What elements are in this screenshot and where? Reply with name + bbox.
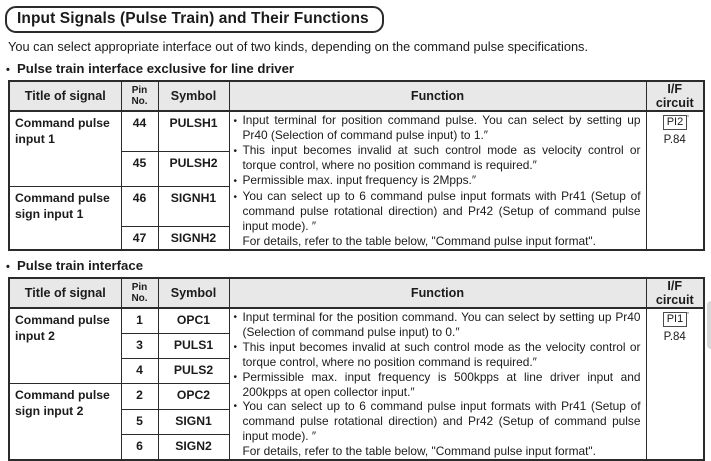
bullet-icon: • [233, 192, 238, 203]
function-bullet: • You can select up to 6 command pulse input formats with Pr41 (Setup of command pulse rotational direction) and Pr42 (Setup of command pulse input mode). ″ [233, 399, 641, 444]
section-heading-pulse-train [6, 258, 711, 273]
bullet-icon: • [6, 261, 10, 273]
header-pin-no: Pin No. [121, 278, 158, 308]
if-circuit-cell [646, 308, 704, 460]
symbol-cell: OPC2 [158, 383, 229, 409]
symbol-cell: OPC1 [158, 308, 229, 333]
signal-title-cell: Command pulse input 2 [9, 308, 121, 383]
function-bullet: • You can select up to 6 command pulse input formats with Pr41 (Setup of command pulse rotational direction) and Pr42 (Setup of command pulse input mode). ″ [233, 189, 641, 233]
pin-cell: 3 [121, 333, 158, 358]
function-bullet: • Input terminal for the position command. You can select by setting up Pr40 (Selection of command pulse input) to 0.″ [233, 310, 641, 339]
bullet-icon: • [233, 312, 238, 323]
signal-title-cell: Command pulse input 1 [9, 111, 121, 186]
function-cell [229, 111, 646, 250]
bullet-icon: • [233, 371, 238, 383]
function-bullet: • Permissible max. input frequency is 2Mpps.″ [233, 173, 477, 187]
header-title-of-signal: Title of signal [9, 81, 121, 111]
bullet-icon: • [233, 146, 238, 157]
pin-cell: 5 [121, 409, 158, 434]
symbol-cell: PULSH1 [158, 111, 229, 151]
page-reference: P.84 [663, 134, 686, 146]
function-bullet: • Permissible max. input frequency is 500kpps at line driver input and 200kpps at open collector input.″ [233, 369, 641, 399]
bullet-icon: • [233, 176, 238, 187]
bullet-icon: • [233, 116, 238, 127]
pin-cell: 46 [121, 186, 158, 226]
pin-cell: 2 [121, 383, 158, 409]
header-function: Function [229, 278, 646, 308]
header-symbol: Symbol [158, 81, 229, 111]
symbol-cell: PULSH2 [158, 151, 229, 186]
bullet-icon: • [233, 401, 238, 413]
table-header-row [9, 81, 704, 111]
header-if-circuit: I/F circuit [646, 278, 704, 308]
pulse-table-line-driver [8, 80, 705, 251]
header-function: Function [229, 81, 646, 111]
signal-title-cell: Command pulse sign input 1 [9, 186, 121, 250]
symbol-cell: PULS1 [158, 333, 229, 358]
header-if-circuit: I/F circuit [646, 81, 704, 111]
pin-cell: 45 [121, 151, 158, 186]
footnote-mark: ' [687, 114, 689, 123]
symbol-cell: SIGN1 [158, 409, 229, 434]
symbol-cell: SIGN2 [158, 434, 229, 460]
function-bullet: • This input becomes invalid at such control mode as the velocity control or torque control, where no position command is required.″ [233, 339, 641, 369]
page-reference: P.84 [663, 331, 686, 343]
header-pin-no: Pin No. [121, 81, 158, 111]
if-circuit-box: PI2 [663, 115, 688, 130]
symbol-cell: SIGNH2 [158, 226, 229, 250]
pin-cell: 44 [121, 111, 158, 151]
page-edge-tab [707, 301, 711, 349]
page-title-text: Input Signals (Pulse Train) and Their Functions [17, 10, 369, 27]
header-title-of-signal: Title of signal [9, 278, 121, 308]
symbol-cell: PULS2 [158, 358, 229, 383]
pin-cell: 47 [121, 226, 158, 250]
if-circuit-box: PI1 [663, 312, 688, 327]
section-heading-line-driver [6, 61, 711, 76]
if-circuit-cell [646, 111, 704, 250]
section-heading-text: Pulse train interface [17, 258, 144, 273]
signal-title-cell: Command pulse sign input 2 [9, 383, 121, 460]
function-bullet: • This input becomes invalid at such control mode as velocity control or torque control, where no position command is required.″ [233, 143, 641, 172]
function-bullet: • Input terminal for position command pulse. You can select by setting up Pr40 (Selection of command pulse input) to 1.″ [233, 113, 641, 142]
pin-cell: 6 [121, 434, 158, 460]
function-note: For details, refer to the table below, "Command pulse input format". [242, 444, 596, 459]
table-row [9, 111, 704, 151]
pulse-table-interface [8, 277, 705, 461]
section-heading-text: Pulse train interface exclusive for line driver [17, 61, 295, 76]
pin-cell: 1 [121, 308, 158, 333]
function-note: For details, refer to the table below, "Command pulse input format". [242, 234, 596, 248]
bullet-icon: • [6, 64, 10, 76]
symbol-cell: SIGNH1 [158, 186, 229, 226]
table-header-row [9, 278, 704, 308]
table-row [9, 308, 704, 333]
footnote-mark: ' [687, 311, 689, 320]
bullet-icon: • [233, 341, 238, 353]
header-symbol: Symbol [158, 278, 229, 308]
function-cell [229, 308, 646, 460]
page-title [5, 6, 384, 33]
intro-text: You can select appropriate interface out of two kinds, depending on the command pulse specifications. [8, 39, 589, 54]
pin-cell: 4 [121, 358, 158, 383]
